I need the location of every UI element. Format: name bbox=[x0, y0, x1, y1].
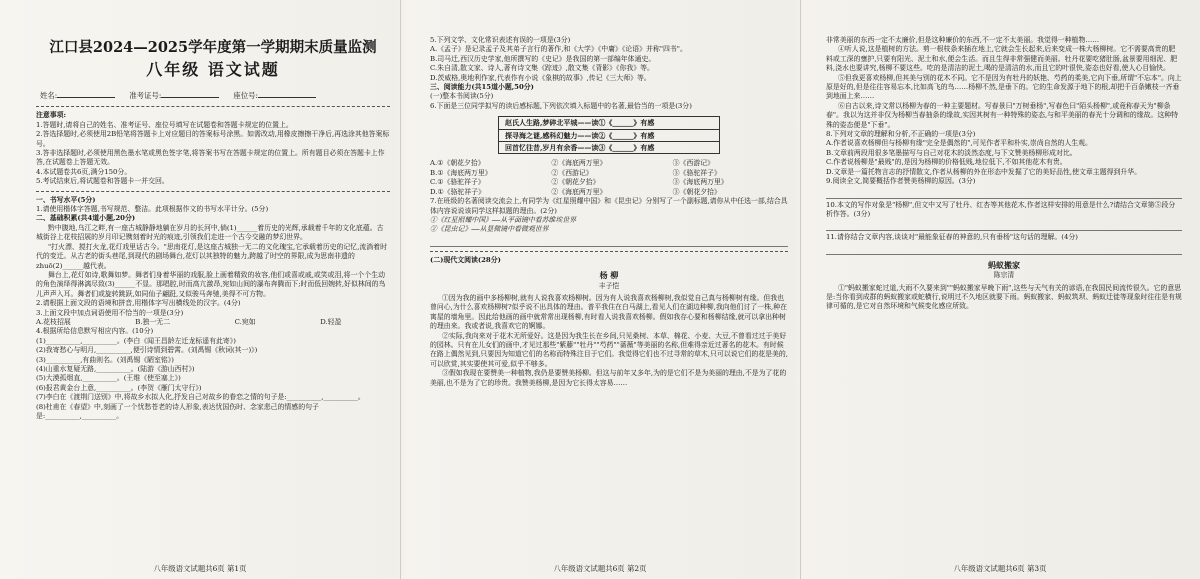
article-paragraph: ④听人说,这是植树的方法。剪一根枝条来插在地上,它就会生长起来,后来变成一株大杨柳树。它不需要高贵的肥料或工深的壅护,只要有阳光、泥土和水,便会生活。而且生得非常强健而美丽。牡丹花要吃猪肚肠,盆景要用细泥、肥料,浇水也要讲究,杨柳不要这些。吃的是清洁的泥土,喝的是清洁的水,而且它的叶很快,姿态也好看,使人心目愉快。 bbox=[826, 45, 1178, 73]
article-paragraph: ⑥自古以来,诗文常以杨柳为春的一种主要题材。写春景曰"万树垂杨",写春色曰"陌头杨柳",或竟称春天为"柳条春"。我以为这并非仅为杨柳当春抽条的缘故,实因其树有一种特殊的姿态,与和平美丽的春光十分调和的缘故。这种特殊的姿态便是"下垂"。 bbox=[826, 101, 1179, 129]
article-paragraph: ①因为我的画中多杨柳树,就有人说我喜欢杨柳树。因为有人说我喜欢杨柳树,我似觉自己真与杨柳树有缘。但我也曾问心,为什么喜欢杨柳树?似乎说不出具体的理由。普平我住在白马湖上,看见人们在湖边种柳,我向他们讨了一株,种在寓屋的墙角里。因此给他画的画中就常常出现杨柳,有时看人说我喜欢杨柳。假如我存心要和杨柳结缘,就可以拿出种树的理由来。我或者说,我喜欢它的婀娜。 bbox=[430, 293, 787, 331]
option-part: ③《海底两万里》 bbox=[672, 178, 728, 187]
subsection-heading: (一)整本书阅读(5分) bbox=[430, 92, 494, 101]
recitation-item: (3)__________,有曲则名。(刘禹锡《陋室铭》) bbox=[36, 355, 174, 364]
id-field[interactable] bbox=[161, 89, 219, 98]
id-label: 准考证号: bbox=[129, 91, 162, 100]
option[interactable]: D.①《骆驼祥子》 bbox=[430, 187, 485, 196]
recitation-item: (7)李白在《渡荆门送别》中,将故乡水拟人化,抒发自己对故乡的眷恋之情的句子是:__________,__________。 bbox=[36, 393, 365, 402]
recitation-item: (4)山重水复疑无路,__________。(陆游《游山西村》) bbox=[36, 364, 195, 373]
section-heading: 一、书写水平(5分) bbox=[36, 195, 96, 204]
option[interactable]: C.宛如 bbox=[234, 317, 256, 326]
option-part: ③《骆驼祥子》 bbox=[672, 168, 721, 177]
answer-line[interactable] bbox=[430, 237, 788, 247]
option[interactable]: B.司马迁,西汉历史学家,他所撰写的《史记》是我国的第一部编年体通史。 bbox=[430, 54, 656, 63]
notice-item: 3.答非选择题时,必须使用黑色墨水笔或黑色签字笔,将答案书写在答题卡规定的位置上。所有题目必须在答题卡上作答,在试题卷上答题无效。 bbox=[36, 149, 385, 167]
passage-paragraph: 黔中腹地,乌江之畔,有一座古城静静地躺在岁月的长河中,倘(1)______着历史的光辉,承载着千年的文化底蕴。古城街谷上花枝招展的岁月印记镌刻着时光的痕迹,引领我们走进一个古今交融的梦幻世界。 bbox=[36, 223, 384, 242]
passage-paragraph: "打火漂、搅打火龙,花灯戏里话古今。"思南花灯,是这座古城独一无二的文化瑰宝,它承载着历史的记忆,流淌着时代的变迁。从古老的街头巷尾,到现代的剧场舞台,花灯以其独特的魅力,跨越了时空的界限,成为思南非遗的 zhuō(2)______越代表。 bbox=[36, 242, 387, 270]
option-part: ③《西游记》 bbox=[672, 159, 714, 168]
option[interactable]: A.①《朝花夕拾》 bbox=[430, 159, 485, 168]
divider bbox=[36, 106, 390, 107]
recitation-item: (6)报君黄金台上意,__________。(李贺《雁门太守行》) bbox=[36, 383, 202, 392]
notice-item: 2.答选择题时,必须使用2B铅笔将答题卡上对应题目的答案标号涂黑。如需改动,用橡皮擦擦干净后,再选涂其他答案标号。 bbox=[36, 130, 390, 148]
question-6-options bbox=[430, 159, 788, 197]
option[interactable]: B.①《海底两万里》 bbox=[430, 168, 492, 177]
recitation-item: (2)我寄愁心与明月,__________,便引诗情到碧霄。(刘禹锡《秋词(其一)》) bbox=[36, 346, 258, 355]
answer-line[interactable] bbox=[826, 245, 1182, 255]
article-paragraph: ③假如我现在要赞美一种植物,我仍是要赞美杨柳。但这与前年又多年,为的是它们不是为美丽的理由,不是为了花的美丽,也不是为了它的珍贵。我赞美杨柳,是因为它长得太容易…… bbox=[430, 369, 787, 387]
page-footer: 八年级语文试题共6页 第2页 bbox=[553, 563, 647, 573]
exam-title: 江口县2024—2025学年度第一学期期末质量监测 bbox=[49, 39, 377, 56]
seat-label: 座位号: bbox=[233, 91, 259, 100]
article-title: 杨 柳 bbox=[599, 270, 619, 281]
recitation-item: (8)杜甫在《春望》中,刻画了一个忧愁苍老的诗人形象,表达忧国伤时、念家悲己的情感的句子是:__________,__________。 bbox=[36, 402, 319, 420]
subsection-heading: (二)现代文阅读(28分) bbox=[430, 255, 501, 264]
question-8: 8.下列对文章的理解和分析,不正确的一项是(3分) bbox=[826, 130, 976, 139]
recitation-item: (1)__________,__________。(李白《闻王昌龄左迁龙标遥有此寄》) bbox=[36, 336, 236, 345]
question-10: 10.本文的写作对象是"杨柳",但文中又写了牡丹、红杏等其他花木,作者这样安排的用意是什么?请结合文章第⑤段分析作答。(3分) bbox=[826, 200, 1176, 218]
page-3 bbox=[800, 0, 1200, 579]
option[interactable]: D.轻盈 bbox=[320, 317, 342, 326]
section-heading: 三、阅读能力(共15道小题,50分) bbox=[430, 83, 534, 92]
option[interactable]: A.《孟子》是记录孟子及其弟子言行的著作,和《大学》《中庸》《论语》并称"四书"。 bbox=[430, 45, 687, 54]
answer-line[interactable] bbox=[826, 189, 1182, 199]
option[interactable]: B.文章前两段用很多笔墨描写与自己对花木的淡然态度,与下文赞美杨柳形成对比。 bbox=[826, 148, 1077, 157]
option[interactable]: A.作者说喜欢杨柳但与杨柳有缘"完全是偶然的",可见作者平和朴实,崇尚自然的人生观。 bbox=[826, 139, 1092, 148]
option-part: ②《朝花夕拾》 bbox=[551, 178, 600, 187]
article-paragraph: ①"蚂蚁搬家蛇过道,大雨不久要来到""蚂蚁搬家早晚下雨",这些与天气有关的谚语,在我国民间流传很久。它的意思是:当你看到成群的蚂蚁搬家或蛇横行,说明过不久地区就要下雨。蚂蚁搬家、蚂蚁筑坝、蚂蚁迁徙等现象时往往是有规律可循的,是它对自然环境和气候变化感应所致。 bbox=[826, 283, 1182, 311]
option-part: ②《海底两万里》 bbox=[551, 187, 607, 196]
subtitle-item: ①《红星照耀中国》——从平面镜中看苏维埃世界 bbox=[430, 215, 577, 224]
option[interactable]: C.作者说杨柳是"最贱"的,是因为杨柳的价格低贱,地位低下,不如其他花木有贵。 bbox=[826, 158, 1067, 167]
title-box bbox=[498, 116, 720, 154]
article-author: 丰子恺 bbox=[598, 281, 620, 290]
divider bbox=[36, 191, 390, 192]
option[interactable]: B.独一无二 bbox=[135, 317, 171, 326]
article-paragraph: ⑤但我更喜欢杨柳,但其美与别的花木不同。它不是因为有牡丹的妖艳、芍药的柔美,它向下垂,所谓"不忘本"。向上原是好的,但是往往容易忘本,比如高飞的鸟……杨柳不然,是垂下的。它的生命发源于地下的根,却把千百条嫩枝一齐垂到地面上来…… bbox=[826, 73, 1182, 101]
option[interactable]: D.文章是一篇托物言志的抒情散文,作者从杨柳的外在形态中发掘了它的美好品性,使文章主题得到升华。 bbox=[826, 167, 1142, 176]
seat-field[interactable] bbox=[258, 89, 316, 98]
option[interactable]: C.①《骆驼祥子》 bbox=[430, 178, 485, 187]
page-2 bbox=[400, 0, 800, 579]
title-box-row: 赵氏人生路,梦碎北平城——读①《______》有感 bbox=[499, 117, 719, 129]
section-heading: 二、基础积累(共4道小题,20分) bbox=[36, 214, 136, 223]
option-part: ②《海底两万里》 bbox=[551, 159, 607, 168]
page-footer: 八年级语文试题共6页 第1页 bbox=[153, 563, 247, 573]
answer-line[interactable] bbox=[826, 221, 1182, 231]
divider bbox=[430, 251, 788, 252]
subtitle-item: ②《昆虫记》——从显微镜中看微观世界 bbox=[430, 225, 549, 234]
option[interactable]: D.茨威格,奥地利作家,代表作有小说《象棋的故事》,传记《三大师》等。 bbox=[430, 73, 651, 82]
page-footer: 八年级语文试题共6页 第3页 bbox=[953, 563, 1047, 573]
question-4: 4.根据所给信息默写相应内容。(10分) bbox=[36, 327, 154, 336]
notice-item: 4.本试题卷共6页,满分150分。 bbox=[36, 167, 132, 176]
notice-title: 注意事项: bbox=[36, 111, 67, 120]
article-paragraph: ②实际,我向来对于花木无所爱好。这是因为我生长在乡间,只见桑树、本草、棉花、小麦、大豆,不曾看过过于美好的园林。只有在儿女们的画中,才见过那些"紫藤""牡丹""芍药""蔷薇"等美丽的名称,但难得亲近过著名的花木。有时候在路上偶然见到,只要因为知道它们的名称而特殊注目于它们。我觉得它们也不过寻常的草木,只可以说它们的花是美的,可以欣赏,其实要使其可爱,似乎不够多。 bbox=[430, 331, 788, 368]
question-9: 9.阅读全文,简要概括作者赞美杨柳的原因。(3分) bbox=[826, 177, 976, 186]
candidate-info bbox=[40, 89, 390, 100]
question-2: 2.请根据上面文段的语境和拼音,用楷体字写出横线处的汉字。(4分) bbox=[36, 299, 241, 308]
question-3: 3.上面文段中加点词语使用不恰当的一项是(3分) bbox=[36, 308, 184, 317]
option[interactable]: C.朱自清,散文家、诗人,著有诗文集《踪迹》,散文集《背影》《你我》等。 bbox=[430, 64, 654, 73]
exam-subtitle: 八年级 语文试题 bbox=[146, 60, 280, 79]
notice-item: 1.答题时,请将自己的姓名、准考证号、座位号填写在试题卷和答题卡规定的位置上。 bbox=[36, 120, 293, 129]
notice-item: 5.考试结束后,将试题卷和答题卡一并交回。 bbox=[36, 177, 169, 186]
article-author: 陈宗清 bbox=[993, 271, 1015, 280]
question-7: 7.在班级的名著阅读交流会上,有同学为《红星照耀中国》和《昆虫记》分别写了一个副标题,请你从中任选一部,结合具体内容说说该同学这样拟题的理由。(2分) bbox=[430, 197, 788, 215]
question-3-options bbox=[36, 318, 390, 327]
article-paragraph: 非常美丽的东西一定不太廉价,但是这种廉价的东西,不一定不太美丽。我觉得一种植物…… bbox=[826, 36, 1100, 44]
option-part: ②《西游记》 bbox=[551, 168, 593, 177]
question-6: 6.下面是三位同学拟写的读后感标题,下列依次填入标题中的名著,最恰当的一项是(3分) bbox=[430, 101, 692, 110]
title-box-row: 探寻海之谜,感科幻魅力——读②《______》有感 bbox=[499, 130, 719, 142]
passage-paragraph: 舞台上,花灯如诗,歌舞如梦。舞者们身着华丽的戏服,脸上画着精致的妆容,他们或喜或戚,或笑或泪,将一个个生动的角色演绎得淋漓尽致(3)______不显。那唱腔,时而高亢激昂,宛如山间的瀑布奔腾而下;时而低回婉转,好似林间的鸟儿声声入耳。舞者们或旋转跳跃,如同仙子翩跹,又似骏马奔驰,美得不可方物。 bbox=[36, 270, 386, 298]
question-1: 1.请使用楷体字答题,书写规范、整洁。此项根据作文的书写水平计分。(5分) bbox=[36, 205, 269, 214]
question-5: 5.下列文学、文化常识表述有误的一项是(3分) bbox=[430, 36, 571, 44]
option-part: ③《朝花夕拾》 bbox=[672, 187, 721, 196]
page-1 bbox=[0, 0, 400, 579]
title-box-row: 回首忆往昔,岁月有余香——读③《______》有感 bbox=[505, 143, 655, 153]
question-11: 11.请你结合文章内容,谈谈对"最能象征春的神意的,只有垂杨"这句话的理解。(4分) bbox=[826, 233, 1078, 242]
article-title: 蚂蚁搬家 bbox=[988, 259, 1020, 270]
name-field[interactable] bbox=[57, 89, 115, 98]
option[interactable]: A.花枝招展 bbox=[36, 317, 71, 326]
name-label: 姓名: bbox=[40, 91, 58, 100]
recitation-item: (5)大漠孤烟直,__________。(王维《使至塞上》) bbox=[36, 374, 181, 383]
